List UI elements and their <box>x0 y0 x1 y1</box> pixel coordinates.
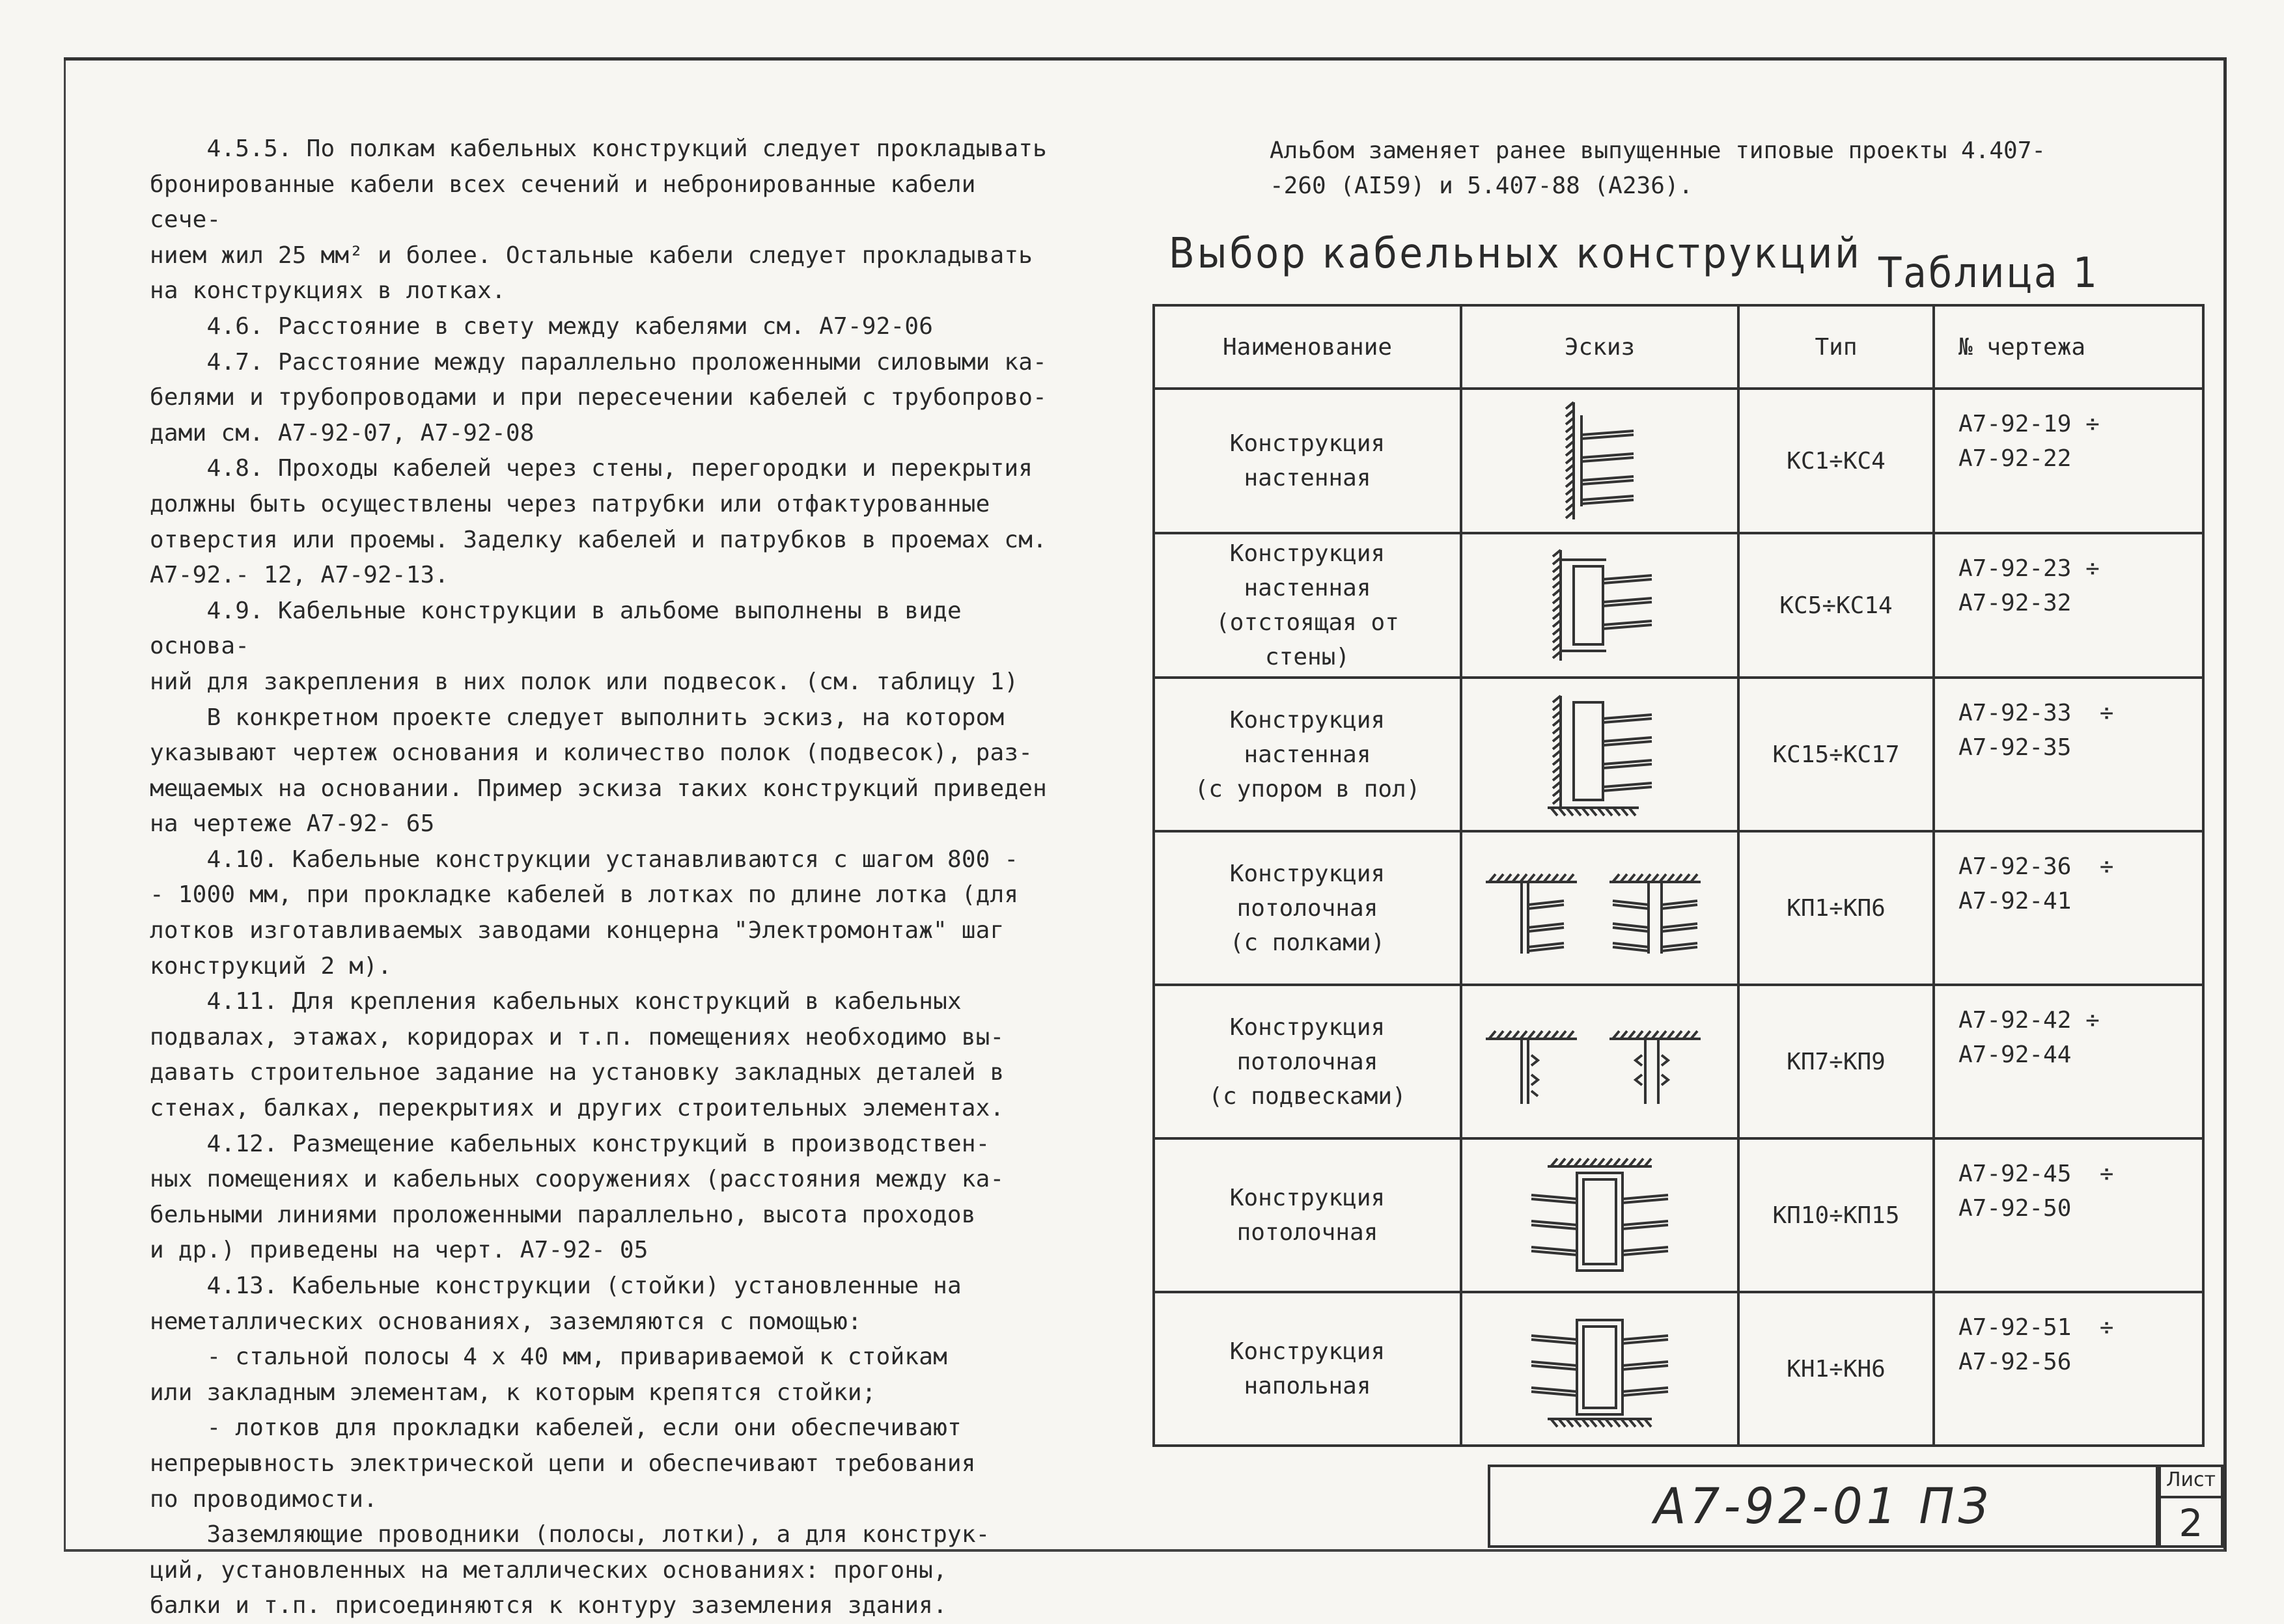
text-line: 4.7. Расстояние между параллельно проложенными силовыми ка- <box>150 348 1048 376</box>
drawing-number: А7-92-22 <box>1958 445 2072 472</box>
row-sketch <box>1461 985 1738 1138</box>
table-row <box>1154 678 2203 831</box>
header-type: Тип <box>1738 305 1934 389</box>
row-name: Конструкция настенная (с упором в пол) <box>1154 678 1461 831</box>
drawing-number: А7-92-35 <box>1958 734 2072 761</box>
row-type: КП10÷КП15 <box>1738 1138 1934 1292</box>
row-type: КС1÷КС4 <box>1738 389 1934 533</box>
text-line: В конкретном проекте следует выполнить эскиз, на котором <box>150 704 1005 731</box>
row-sketch <box>1461 1138 1738 1292</box>
row-type: КП1÷КП6 <box>1738 831 1934 985</box>
text-line: 4.11. Для крепления кабельных конструкций в кабельных <box>150 988 962 1015</box>
ceiling-frame-sketch <box>1515 1153 1684 1277</box>
text-line: белями и трубопроводами и при пересечении кабелей с трубопрово- <box>150 384 1048 411</box>
text-line: или закладным элементам, к которым крепятся стойки; <box>150 1379 876 1406</box>
text-line: и др.) приведены на черт. А7-92- 05 <box>150 1237 648 1264</box>
row-name: Конструкция потолочная (с полками) <box>1154 831 1461 985</box>
floor-frame-sketch <box>1515 1307 1684 1431</box>
drawing-number: А7-92-32 <box>1958 590 2072 616</box>
row-drawing-numbers <box>1934 831 2203 985</box>
header-sketch: Эскиз <box>1461 305 1738 389</box>
text-line: ных помещениях и кабельных сооружениях (расстояния между ка- <box>150 1166 1005 1193</box>
title-block-stamp <box>1488 1465 2158 1548</box>
drawing-number: А7-92-51 ÷ <box>1958 1314 2114 1341</box>
text-line: - 1000 мм, при прокладке кабелей в лотках по длине лотка (для <box>150 881 1019 909</box>
drawing-number: А7-92-33 ÷ <box>1958 700 2114 726</box>
text-line: 4.13. Кабельные конструкции (стойки) установленные на <box>150 1273 962 1299</box>
text-line: указывают чертеж основания и количество полок (подвесок), раз- <box>150 739 1033 767</box>
text-line: 4.10. Кабельные конструкции устанавливаются с шагом 800 - <box>150 846 1019 873</box>
table-row <box>1154 533 2203 678</box>
table-label: Таблица 1 <box>1878 248 2099 297</box>
sheet-number: 2 <box>2179 1501 2203 1545</box>
text-line: непрерывность электрической цепи и обеспечивают требования <box>150 1450 976 1477</box>
header-drawing-number: № чертежа <box>1934 305 2203 389</box>
row-sketch <box>1461 1292 1738 1446</box>
text-line: стенах, балках, перекрытиях и других строительных элементах. <box>150 1095 1005 1122</box>
text-line: должны быть осуществлены через патрубки или отфактурованные <box>150 490 990 517</box>
row-name: Конструкция потолочная (с подвесками) <box>1154 985 1461 1138</box>
drawing-number: А7-92-41 <box>1958 888 2072 915</box>
drawing-number: А7-92-50 <box>1958 1195 2072 1222</box>
drawing-number: А7-92-45 ÷ <box>1958 1161 2114 1187</box>
text-line: бронированные кабели всех сечений и небронированные кабели сече- <box>150 171 990 234</box>
row-sketch <box>1461 678 1738 831</box>
row-drawing-numbers <box>1934 678 2203 831</box>
row-name: Конструкция настенная <box>1154 389 1461 533</box>
explanatory-text <box>150 131 1055 1624</box>
row-type: КН1÷КН6 <box>1738 1292 1934 1446</box>
document-code: А7-92-01 ПЗ <box>1654 1477 1992 1535</box>
row-sketch <box>1461 533 1738 678</box>
text-line: на чертеже А7-92- 65 <box>150 810 435 838</box>
row-type: КС15÷КС17 <box>1738 678 1934 831</box>
wall-bracket-sketch <box>1548 396 1652 526</box>
table-row <box>1154 1292 2203 1446</box>
drawing-number: А7-92-23 ÷ <box>1958 555 2100 582</box>
text-line: бельными линиями проложенными параллельно, высота проходов <box>150 1201 976 1228</box>
row-sketch <box>1461 831 1738 985</box>
ceiling-hangers-sketch <box>1479 1013 1720 1110</box>
row-name: Конструкция напольная <box>1154 1292 1461 1446</box>
text-line: 4.9. Кабельные конструкции в альбоме выполнены в виде основа- <box>150 597 976 660</box>
text-line: 4.5.5. По полкам кабельных конструкций следует прокладывать <box>150 135 1048 162</box>
wall-offset-sketch <box>1535 544 1665 667</box>
text-line: отверстия или проемы. Заделку кабелей и патрубков в проемах см. <box>150 526 1048 553</box>
row-name: Конструкция настенная (отстоящая от стены) <box>1154 533 1461 678</box>
text-line: 4.8. Проходы кабелей через стены, перегородки и перекрытия <box>150 455 1033 482</box>
table-row <box>1154 985 2203 1138</box>
text-line: дами см. А7-92-07, А7-92-08 <box>150 419 535 447</box>
replacement-note: Альбом заменяет ранее выпущенные типовые проекты 4.407- -260 (АI59) и 5.407-88 (А236). <box>1270 137 2046 199</box>
header-name: Наименование <box>1154 305 1461 389</box>
table-row <box>1154 389 2203 533</box>
text-line: подвалах, этажах, коридорах и т.п. помещениях необходимо вы- <box>150 1023 1005 1051</box>
text-line: ций, установленных на металлических основаниях: прогоны, <box>150 1556 947 1584</box>
row-type: КС5÷КС14 <box>1738 533 1934 678</box>
table-header-row <box>1154 305 2203 389</box>
row-type: КП7÷КП9 <box>1738 985 1934 1138</box>
text-line: 4.12. Размещение кабельных конструкций в производствен- <box>150 1130 990 1157</box>
drawing-number: А7-92-44 <box>1958 1041 2072 1068</box>
sheet-label: Лист <box>2161 1467 2221 1498</box>
ceiling-shelves-sketch <box>1479 856 1720 960</box>
text-line: по проводимости. <box>150 1485 378 1513</box>
table-row <box>1154 831 2203 985</box>
text-line: - стальной полосы 4 х 40 мм, привариваемой к стойкам <box>150 1343 947 1371</box>
text-line: - лотков для прокладки кабелей, если они обеспечивают <box>150 1414 962 1442</box>
cable-structures-table <box>1152 304 2205 1447</box>
text-line: нием жил 25 мм² и более. Остальные кабели следует прокладывать <box>150 241 1033 269</box>
sheet-box <box>2158 1465 2223 1548</box>
text-line: конструкций 2 м). <box>150 952 392 980</box>
text-line: мещаемых на основании. Пример эскиза таких конструкций приведен <box>150 775 1048 802</box>
text-line: лотков изготавливаемых заводами концерна "Электромонтаж" шаг <box>150 917 1005 944</box>
text-line: балки и т.п. присоединяются к контуру заземления здания. <box>150 1592 947 1619</box>
row-sketch <box>1461 389 1738 533</box>
text-line: неметаллических основаниях, заземляются с помощью: <box>150 1308 862 1335</box>
row-drawing-numbers <box>1934 1138 2203 1292</box>
drawing-number: А7-92-36 ÷ <box>1958 853 2114 880</box>
row-name: Конструкция потолочная <box>1154 1138 1461 1292</box>
text-line: на конструкциях в лотках. <box>150 277 506 305</box>
row-drawing-numbers <box>1934 985 2203 1138</box>
row-drawing-numbers <box>1934 533 2203 678</box>
text-line: А7-92.- 12, А7-92-13. <box>150 562 449 589</box>
drawing-number: А7-92-56 <box>1958 1349 2072 1375</box>
text-line: ний для закрепления в них полок или подвесок. (см. таблицу 1) <box>150 668 1019 695</box>
text-line: 4.6. Расстояние в свету между кабелями см. А7-92-06 <box>150 312 934 340</box>
text-line: Заземляющие проводники (полосы, лотки), а для конструк- <box>150 1521 990 1548</box>
text-line: давать строительное задание на установку закладных деталей в <box>150 1059 1005 1086</box>
drawing-number: А7-92-19 ÷ <box>1958 411 2100 437</box>
table-row <box>1154 1138 2203 1292</box>
table-title: Выбор кабельных конструкций <box>1169 228 1862 278</box>
drawing-number: А7-92-42 ÷ <box>1958 1007 2100 1034</box>
row-drawing-numbers <box>1934 1292 2203 1446</box>
wall-floor-sketch <box>1535 689 1665 819</box>
row-drawing-numbers <box>1934 389 2203 533</box>
